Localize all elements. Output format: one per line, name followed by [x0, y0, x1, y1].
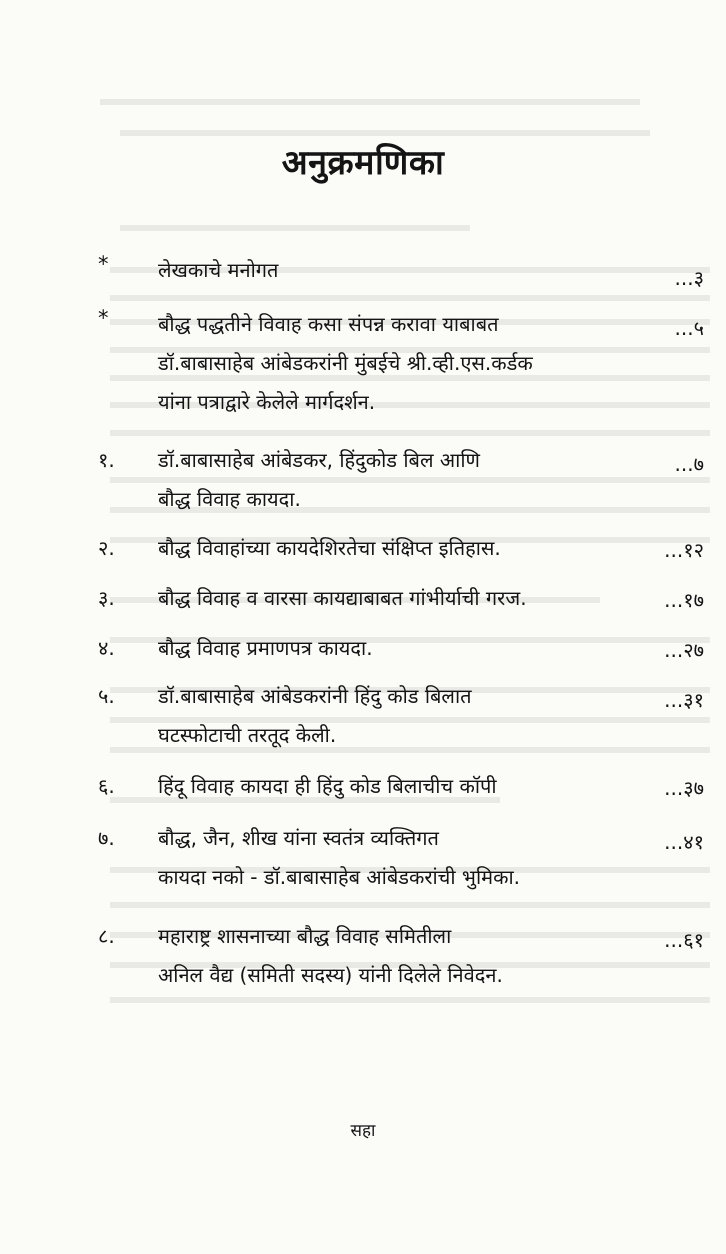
entry-page-number: ...१२: [664, 538, 704, 562]
entry-number: ५.: [98, 684, 115, 708]
entry-title: बौद्ध विवाह प्रमाणपत्र कायदा.: [158, 636, 373, 660]
entry-page-number: ...३: [674, 266, 704, 290]
entry-page-number: ...३१: [664, 688, 704, 712]
entry-number: ४.: [98, 636, 115, 660]
entry-page-number: ...२७: [664, 638, 704, 662]
entry-number: २.: [98, 536, 115, 560]
entry-page-number: ...१७: [664, 588, 704, 612]
entry-page-number: ...६१: [664, 928, 704, 952]
entry-title: हिंदू विवाह कायदा ही हिंदु कोड बिलाचीच कॉपी: [158, 774, 497, 798]
entry-title: डॉ.बाबासाहेब आंबेडकर, हिंदुकोड बिल आणि बौद्ध विवाह कायदा.: [158, 448, 480, 511]
entry-title: बौद्ध पद्धतीने विवाह कसा संपन्न करावा याबाबत डॉ.बाबासाहेब आंबेडकरांनी मुंबईचे श्री.व्ही.एस.कर्डक यांना पत्राद्वारे केलेले मार्गदर्शन.: [158, 312, 533, 414]
entry-title: बौद्ध विवाहांच्या कायदेशिरतेचा संक्षिप्त इतिहास.: [158, 536, 501, 560]
entry-page-number: ...३७: [664, 776, 704, 800]
entry-title: बौद्ध विवाह व वारसा कायद्याबाबत गांभीर्याची गरज.: [158, 586, 527, 610]
page-footer: सहा: [350, 1121, 376, 1141]
entry-number: ७.: [98, 826, 115, 850]
entry-number: ६.: [98, 774, 115, 798]
entry-marker: *: [98, 306, 109, 330]
entry-number: १.: [98, 448, 115, 472]
page-title: अनुक्रमणिका: [281, 143, 445, 183]
entry-number: ३.: [98, 586, 115, 610]
entry-title: महाराष्ट्र शासनाच्या बौद्ध विवाह समितीला अनिल वैद्य (समिती सदस्य) यांनी दिलेले निवेदन.: [158, 924, 503, 987]
entry-page-number: ...५: [674, 316, 704, 340]
entry-title: बौद्ध, जैन, शीख यांना स्वतंत्र व्यक्तिगत कायदा नको - डॉ.बाबासाहेब आंबेडकरांची भुमिका.: [158, 826, 521, 889]
entry-page-number: ...७: [674, 452, 704, 476]
entry-title: लेखकाचे मनोगत: [158, 258, 279, 282]
entry-marker: *: [98, 252, 109, 276]
entry-page-number: ...४१: [664, 830, 704, 854]
entry-title: डॉ.बाबासाहेब आंबेडकरांनी हिंदु कोड बिलात घटस्फोटाची तरतूद केली.: [158, 684, 472, 747]
entry-number: ८.: [98, 924, 115, 948]
